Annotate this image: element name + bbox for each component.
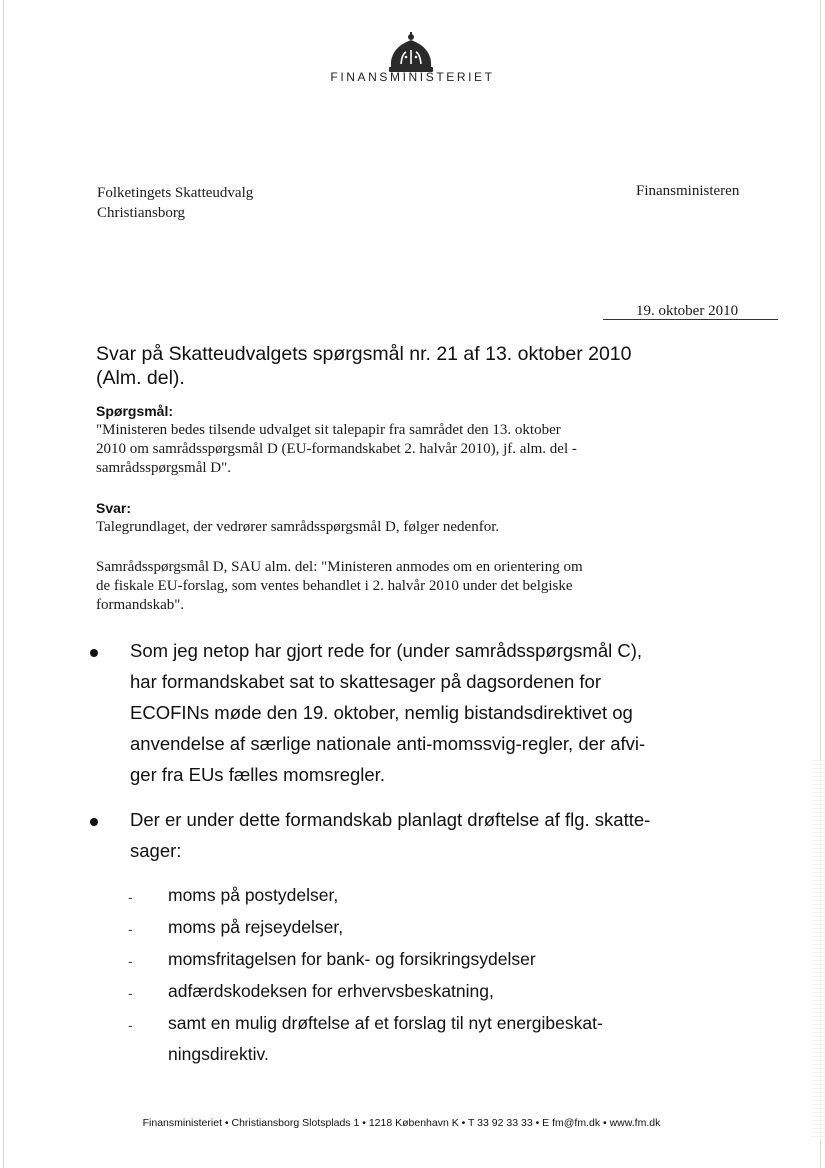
speech-line: har formandskabet sat to skattesager på dagsordenen for <box>130 671 602 692</box>
speech-line: sager: <box>130 840 182 861</box>
crown-logo <box>385 30 437 74</box>
answer-label: Svar: <box>96 500 132 516</box>
context-line: de fiskale EU-forslag, som ventes behandlet i 2. halvår 2010 under det belgiske <box>96 578 573 594</box>
dash-marker: - <box>128 921 133 937</box>
dash-marker: - <box>128 953 133 969</box>
context-line: Samrådsspørgsmål D, SAU alm. del: "Ministeren anmodes om en orientering om <box>96 559 583 575</box>
sub-item: momsfritagelsen for bank- og forsikringsydelser <box>168 949 536 969</box>
sender: Finansministeren <box>636 183 740 199</box>
context-line: formandskab". <box>96 597 185 613</box>
sub-item-continuation: ningsdirektiv. <box>168 1044 269 1064</box>
bullet-marker <box>90 649 98 657</box>
footer-contact: Finansministeriet • Christiansborg Slotsplads 1 • 1218 København K • T 33 92 33 33 • E fm@fm.dk • www.fm.dk <box>142 1117 661 1129</box>
ministry-name: FINANSMINISTERIET <box>330 70 495 84</box>
speech-line: Der er under dette formandskab planlagt drøftelse af flg. skatte- <box>130 809 651 830</box>
title-line-1: Svar på Skatteudvalgets spørgsmål nr. 21 af 13. oktober 2010 <box>96 343 632 365</box>
sub-item: adfærdskodeksen for erhvervsbeskatning, <box>168 981 494 1001</box>
question-line: "Ministeren bedes tilsende udvalget sit talepapir fra samrådet den 13. oktober <box>96 422 561 438</box>
question-text <box>96 421 622 478</box>
answer-intro: Talegrundlaget, der vedrører samrådsspørgsmål D, følger nedenfor. <box>96 519 500 535</box>
scan-noise <box>811 760 825 1140</box>
recipient-line-1: Folketingets Skatteudvalg <box>97 185 254 201</box>
dash-marker: - <box>128 985 133 1001</box>
dash-marker: - <box>128 889 133 905</box>
scan-edge-left <box>3 0 4 1168</box>
sub-item: moms på rejseydelser, <box>168 917 344 937</box>
date-underline <box>603 319 778 320</box>
recipient-address <box>97 183 253 223</box>
speech-line: ger fra EUs fælles momsregler. <box>130 764 385 785</box>
title-line-2: (Alm. del). <box>96 367 185 389</box>
letter-date: 19. oktober 2010 <box>636 303 739 319</box>
bullet-marker <box>90 818 98 826</box>
dash-marker: - <box>128 1017 133 1033</box>
question-line: 2010 om samrådsspørgsmål D (EU-formandskabet 2. halvår 2010), jf. alm. del - <box>96 441 577 457</box>
sub-item: moms på postydelser, <box>168 885 339 905</box>
letter-title <box>96 342 636 390</box>
recipient-line-2: Christiansborg <box>97 205 186 221</box>
question-label: Spørgsmål: <box>96 403 174 419</box>
sub-item: samt en mulig drøftelse af et forslag til nyt energibeskat- <box>168 1013 603 1033</box>
answer-context <box>96 558 622 615</box>
speech-line: anvendelse af særlige nationale anti-momssvig-regler, der afvi- <box>130 733 646 754</box>
question-line: samrådsspørgsmål D". <box>96 460 231 476</box>
speech-line: Som jeg netop har gjort rede for (under samrådsspørgsmål C), <box>130 640 643 661</box>
speech-line: ECOFINs møde den 19. oktober, nemlig bistandsdirektivet og <box>130 702 633 723</box>
